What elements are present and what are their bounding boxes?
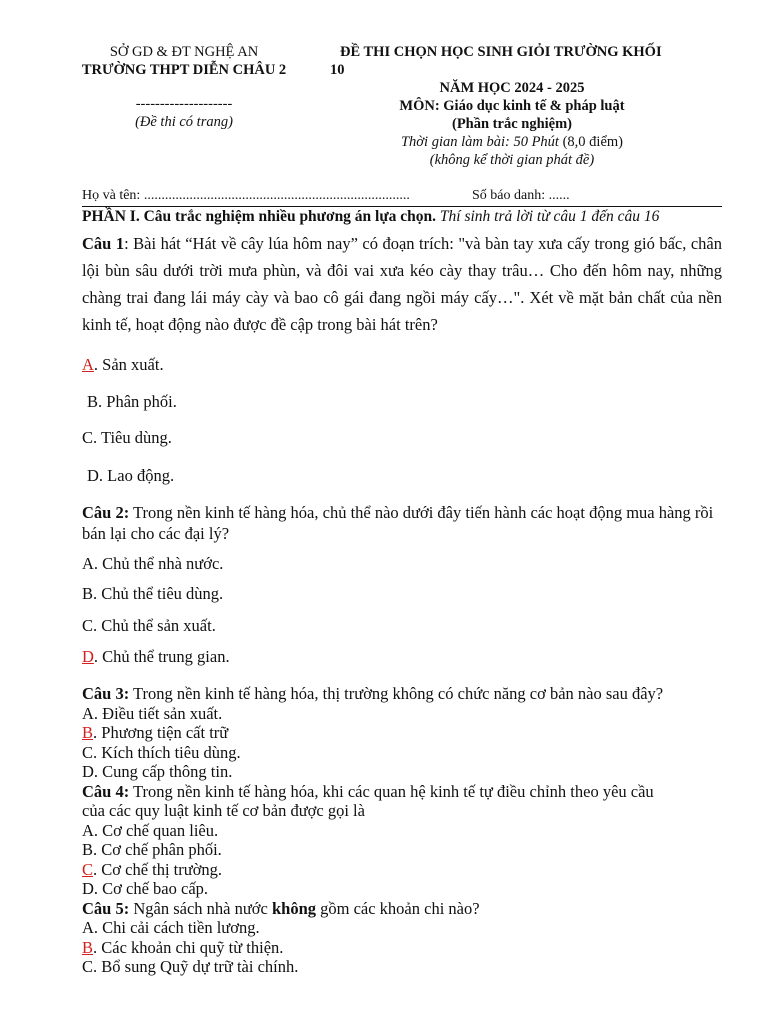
divider-line <box>82 206 722 207</box>
part-note: (Phần trắc nghiệm) <box>451 116 572 132</box>
question-3 <box>82 684 663 704</box>
subject: MÔN: Giáo dục kinh tế & pháp luật <box>399 98 625 114</box>
q4-option-a-letter: A <box>82 821 94 840</box>
q2-option-c: C. Chủ thể sản xuất. <box>82 616 216 635</box>
question-1-text: : Bài hát “Hát về cây lúa hôm nay” có đoạn trích: "và bàn tay xưa cấy trong gió bấc, chân lội bùn sâu dưới trời mưa phùn, và đôi vai xưa kéo cày thay trâu… Cho đến hôm nay, những chàng trai đang lái máy cày và bao cô gái đang ngồi máy cấy…". Xét về mặt bản chất của nền kinh tế, hoạt động nào được đề cập trong bài hát trên? <box>82 234 723 334</box>
question-3-text: Trong nền kinh tế hàng hóa, thị trường không có chức năng cơ bản nào sau đây? <box>129 684 664 703</box>
q1-option-b-letter: B <box>87 392 99 411</box>
student-name-line: Họ và tên: ............................................................................ <box>82 188 410 203</box>
dash-separator: -------------------- <box>135 96 233 112</box>
school-year: NĂM HỌC 2024 - 2025 <box>439 80 585 96</box>
pages-note: (Đề thi có trang) <box>135 114 233 130</box>
time-line <box>382 133 642 151</box>
q4-option-c-letter: C <box>82 860 94 879</box>
question-5-text-a: Ngân sách nhà nước <box>129 899 272 918</box>
q2-option-a: A. Chủ thể nhà nước. <box>82 554 224 573</box>
q3-option-d-letter: D <box>82 762 94 781</box>
question-4 <box>82 782 654 802</box>
q3-option-a-letter: A <box>82 704 94 723</box>
q5-option-c-letter: C <box>82 957 94 976</box>
q3-option-c-letter: C <box>82 743 94 762</box>
question-5-text-b: gồm các khoản chi nào? <box>316 899 480 918</box>
q2-option-d-letter: D <box>82 647 94 666</box>
question-2-text: Trong nền kinh tế hàng hóa, chủ thể nào dưới đây tiến hành các hoạt động mua hàng rồi bán lại cho các đại lý? <box>82 503 714 543</box>
time-label: Thời gian làm bài: 50 Phút <box>400 134 559 150</box>
q2-option-b: B. Chủ thể tiêu dùng. <box>82 584 224 603</box>
q2-option-c-letter: C <box>82 616 94 635</box>
question-5-label: Câu 5: <box>82 899 130 918</box>
points: (8,0 điểm) <box>558 134 623 150</box>
q4-option-c: C. Cơ chế thị trường. <box>82 860 223 879</box>
q1-option-a: A. Sản xuất. <box>82 355 164 374</box>
q1-option-d-letter: D <box>87 466 99 485</box>
q5-option-b-letter: B <box>82 938 94 957</box>
q5-option-a: A. Chi cải cách tiền lương. <box>82 918 260 937</box>
question-4-text-line1: Trong nền kinh tế hàng hóa, khi các quan hệ kinh tế tự điều chỉnh theo yêu cầu <box>129 782 654 801</box>
q5-option-a-letter: A <box>82 918 94 937</box>
header-left <box>78 43 290 131</box>
q1-option-b: B. Phân phối. <box>87 392 177 411</box>
q2-option-b-letter: B <box>82 584 94 603</box>
question-5 <box>82 899 480 919</box>
exam-title-line1: ĐỀ THI CHỌN HỌC SINH GIỎI TRƯỜNG KHỐI <box>340 44 662 60</box>
question-5-emphasis: không <box>271 899 316 918</box>
q3-option-d: D. Cung cấp thông tin. <box>82 762 233 781</box>
question-4-text-line2: của các quy luật kinh tế cơ bản được gọi là <box>82 801 365 820</box>
q3-option-c: C. Kích thích tiêu dùng. <box>82 743 241 762</box>
q4-option-b: B. Cơ chế phân phối. <box>82 840 222 859</box>
q4-option-d-letter: D <box>82 879 94 898</box>
question-1-label: Câu 1 <box>82 234 125 253</box>
q1-option-c-letter: C <box>82 428 94 447</box>
q3-option-b: B. Phương tiện cất trữ <box>82 723 229 742</box>
school-name: TRƯỜNG THPT DIỄN CHÂU 2 <box>81 62 287 78</box>
q3-option-a: A. Điều tiết sản xuất. <box>82 704 223 723</box>
q4-option-a: A. Cơ chế quan liêu. <box>82 821 219 840</box>
q2-option-a-letter: A <box>82 554 94 573</box>
student-id-line: Số báo danh: ...... <box>472 188 570 203</box>
section-title <box>82 208 659 226</box>
question-1 <box>82 230 722 338</box>
section-heading: PHẦN I. Câu trắc nghiệm nhiều phương án lựa chọn. <box>82 208 437 225</box>
q1-option-c: C. Tiêu dùng. <box>82 428 172 447</box>
time-note: (không kể thời gian phát đề) <box>429 152 595 168</box>
q4-option-d: D. Cơ chế bao cấp. <box>82 879 209 898</box>
q2-option-d: D. Chủ thể trung gian. <box>82 647 230 666</box>
exam-title-line2: 10 <box>330 62 345 78</box>
q3-option-b-letter: B <box>82 723 94 742</box>
question-3-label: Câu 3: <box>82 684 130 703</box>
q5-option-c: C. Bổ sung Quỹ dự trữ tài chính. <box>82 957 299 976</box>
header-right <box>382 79 642 169</box>
question-4-label: Câu 4: <box>82 782 130 801</box>
q4-option-b-letter: B <box>82 840 94 859</box>
question-2-label: Câu 2: <box>82 503 130 522</box>
question-2 <box>82 502 722 544</box>
q1-option-d: D. Lao động. <box>87 466 175 485</box>
q5-option-b: B. Các khoản chi quỹ từ thiện. <box>82 938 284 957</box>
q1-option-a-letter: A <box>82 355 94 374</box>
dept-name: SỞ GD & ĐT NGHỆ AN <box>109 44 259 60</box>
section-instruction: Thí sinh trả lời từ câu 1 đến câu 16 <box>436 208 660 225</box>
